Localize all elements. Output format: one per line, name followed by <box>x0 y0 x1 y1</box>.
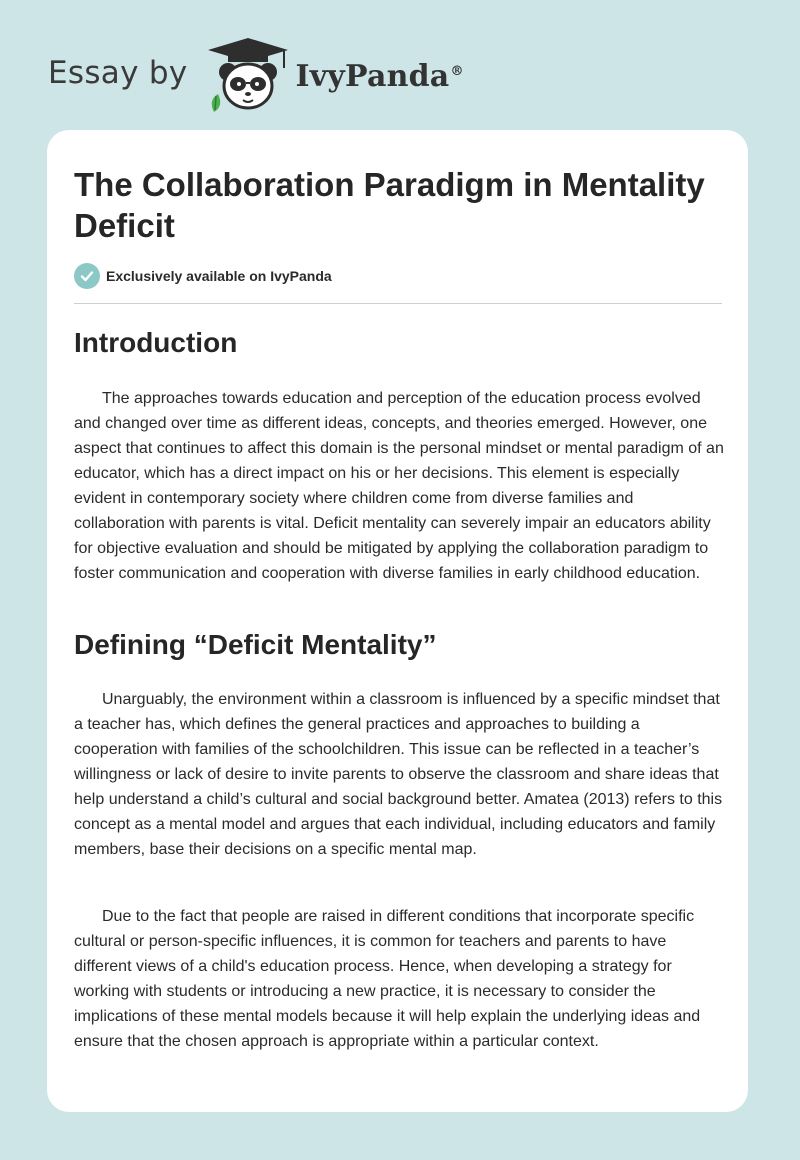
paragraph-deficit-mentality-1: Unarguably, the environment within a classroom is influenced by a specific mindset that a teacher has, which defines the general practices and approaches to building a cooperation with families of the schoolchildren. This issue can be reflected in a teacher’s willingness or lack of desire to invite parents to observe the classroom and share ideas that help understand a child’s cultural and social background better. Amatea (2013) refers to this concept as a mental model and argues that each individual, including educators and family members, base their decisions on a specific mental map. <box>74 691 723 858</box>
site-header <box>48 34 464 114</box>
section-heading-introduction: Introduction <box>74 327 238 358</box>
title-divider <box>74 303 722 304</box>
check-icon <box>74 263 100 289</box>
page-title: The Collaboration Paradigm in Mentality Deficit <box>74 166 705 244</box>
exclusive-badge <box>74 263 332 289</box>
section-heading-deficit-mentality: Defining “Deficit Mentality” <box>74 629 437 660</box>
paragraph-introduction: The approaches towards education and perception of the education process evolved and changed over time as different ideas, concepts, and theories emerged. However, one aspect that continues to affect this domain is the personal mindset or mental paradigm of an educator, which has a direct impact on his or her decisions. This element is especially evident in contemporary society where children come from diverse families and collaboration with parents is vital. Deficit mentality can severely impair an educators ability for objective evaluation and should be mitigated by applying the collaboration paradigm to foster communication and cooperation with diverse families in early childhood education. <box>74 390 724 582</box>
panda-graduate-logo-icon <box>204 34 292 114</box>
essay-card <box>47 130 748 1112</box>
exclusive-badge-text: Exclusively available on IvyPanda <box>106 268 332 284</box>
brand-name: IvyPanda® <box>295 58 464 94</box>
registered-mark: ® <box>450 63 464 79</box>
essay-by-label: Essay by <box>48 55 188 91</box>
paragraph-deficit-mentality-2: Due to the fact that people are raised in different conditions that incorporate specific cultural or person-specific influences, it is common for teachers and parents to have different views of a child's education process. Hence, when developing a strategy for working with students or introducing a new practice, it is necessary to consider the implications of these mental models because it will help explain the underlying ideas and ensure that the chosen approach is appropriate within a particular context. <box>74 908 701 1050</box>
